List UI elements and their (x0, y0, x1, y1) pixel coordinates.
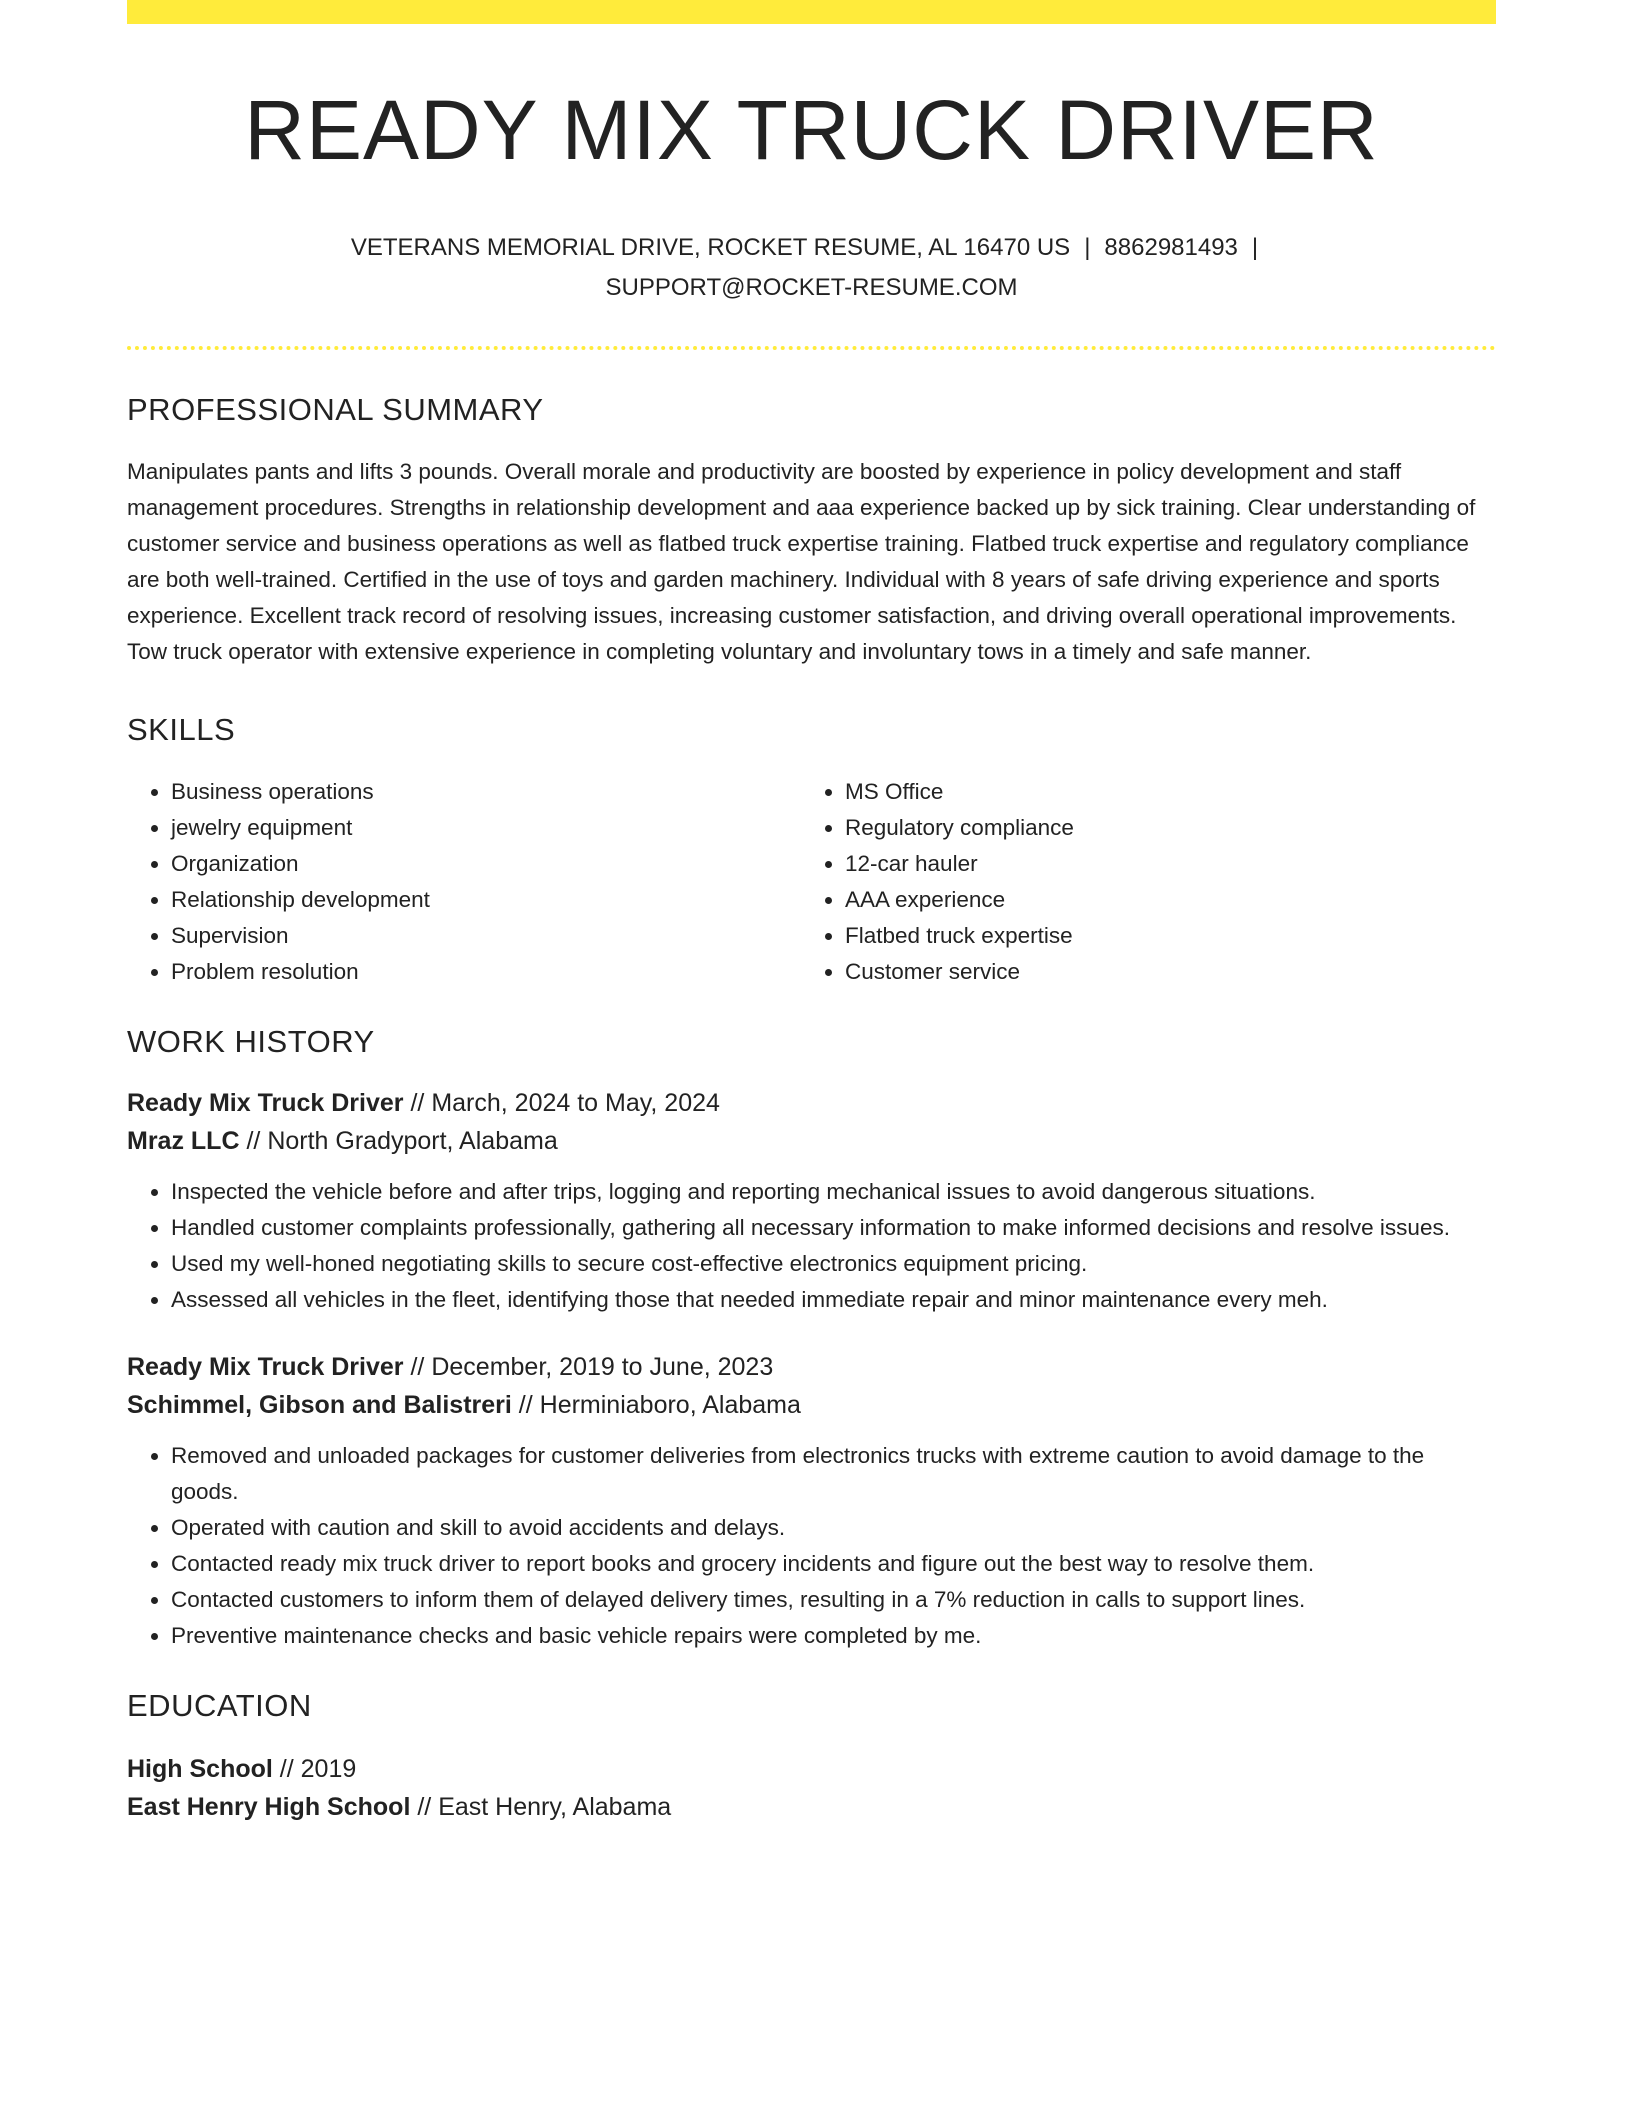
education-location: East Henry, Alabama (438, 1793, 672, 1822)
job-company-line (127, 1122, 1496, 1160)
divider: // (410, 1353, 425, 1382)
education-year: 2019 (300, 1755, 357, 1784)
address: VETERANS MEMORIAL DRIVE, ROCKET RESUME, AL 16470 US (350, 234, 1071, 262)
skill-item: • Supervision (171, 918, 801, 954)
job-dates: March, 2024 to May, 2024 (431, 1089, 720, 1118)
job-location: North Gradyport, Alabama (267, 1127, 558, 1156)
education-school-line (127, 1788, 1496, 1826)
education-degree: High School (127, 1755, 273, 1784)
job-company-line (127, 1386, 1496, 1424)
education-entry (127, 1750, 1496, 1826)
job-bullet: • Contacted ready mix truck driver to report books and grocery incidents and figure out the best way to resolve them. (171, 1546, 1496, 1582)
divider: // (279, 1755, 294, 1784)
skill-item: • 12-car hauler (845, 846, 1475, 882)
contact-separator: | (1084, 234, 1091, 262)
resume-page (127, 0, 1496, 1826)
contact-info (322, 228, 1302, 308)
job-bullets (127, 1174, 1496, 1318)
divider: // (410, 1089, 425, 1118)
job-role-line (127, 1084, 1496, 1122)
job-bullet: • Preventive maintenance checks and basic vehicle repairs were completed by me. (171, 1618, 1496, 1654)
education-degree-line (127, 1750, 1496, 1788)
skills-list-left (127, 774, 801, 990)
email: SUPPORT@ROCKET-RESUME.COM (605, 274, 1018, 302)
job-location: Herminiaboro, Alabama (539, 1391, 801, 1420)
job-bullet: • Inspected the vehicle before and after trips, logging and reporting mechanical issues to avoid dangerous situations. (171, 1174, 1496, 1210)
job-dates: December, 2019 to June, 2023 (431, 1353, 774, 1382)
summary-heading: PROFESSIONAL SUMMARY (127, 392, 544, 428)
job-entry (127, 1084, 1496, 1318)
skill-item: • MS Office (845, 774, 1475, 810)
job-bullet: • Contacted customers to inform them of delayed delivery times, resulting in a 7% reduction in calls to support lines. (171, 1582, 1496, 1618)
work-history-heading: WORK HISTORY (127, 1024, 375, 1060)
skill-item: • Business operations (171, 774, 801, 810)
skill-item: • Problem resolution (171, 954, 801, 990)
skill-item: • jewelry equipment (171, 810, 801, 846)
divider: // (518, 1391, 533, 1420)
skill-item: • Regulatory compliance (845, 810, 1475, 846)
job-entry (127, 1348, 1496, 1654)
skill-item: • Relationship development (171, 882, 801, 918)
education-school: East Henry High School (127, 1793, 411, 1822)
resume-title: READY MIX TRUCK DRIVER (244, 83, 1379, 177)
job-role-line (127, 1348, 1496, 1386)
skills-columns (127, 774, 1496, 990)
skill-item: • Organization (171, 846, 801, 882)
skills-list-right (801, 774, 1475, 990)
job-company: Schimmel, Gibson and Balistreri (127, 1391, 512, 1420)
summary-text: Manipulates pants and lifts 3 pounds. Overall morale and productivity are boosted by experience in policy development and staff management procedures. Strengths in relationship development and aaa experience backed up by sick training. Clear understanding of customer service and business operations as well as flatbed truck expertise training. Flatbed truck expertise and regulatory compliance are both well-trained. Certified in the use of toys and garden machinery. Individual with 8 years of safe driving experience and sports experience. Excellent track record of resolving issues, increasing customer satisfaction, and driving overall operational improvements. Tow truck operator with extensive experience in completing voluntary and involuntary tows in a timely and safe manner. (127, 459, 1476, 665)
dotted-divider (127, 346, 1496, 350)
job-role: Ready Mix Truck Driver (127, 1353, 404, 1382)
skill-item: • Customer service (845, 954, 1475, 990)
accent-top-bar (127, 0, 1496, 24)
job-bullet: • Operated with caution and skill to avoid accidents and delays. (171, 1510, 1496, 1546)
phone: 8862981493 (1104, 234, 1238, 262)
contact-separator: | (1251, 234, 1259, 262)
skill-item: • AAA experience (845, 882, 1475, 918)
job-bullet: • Handled customer complaints professionally, gathering all necessary information to make informed decisions and resolve issues. (171, 1210, 1496, 1246)
education-heading: EDUCATION (127, 1688, 312, 1724)
job-bullet: • Removed and unloaded packages for customer deliveries from electronics trucks with extreme caution to avoid damage to the goods. (171, 1438, 1496, 1510)
job-role: Ready Mix Truck Driver (127, 1089, 404, 1118)
divider: // (417, 1793, 432, 1822)
job-bullet: • Used my well-honed negotiating skills to secure cost-effective electronics equipment pricing. (171, 1246, 1496, 1282)
job-company: Mraz LLC (127, 1127, 240, 1156)
divider: // (246, 1127, 261, 1156)
job-bullet: • Assessed all vehicles in the fleet, identifying those that needed immediate repair and minor maintenance every meh. (171, 1282, 1496, 1318)
job-bullets (127, 1438, 1496, 1654)
skill-item: • Flatbed truck expertise (845, 918, 1475, 954)
skills-heading: SKILLS (127, 712, 236, 748)
